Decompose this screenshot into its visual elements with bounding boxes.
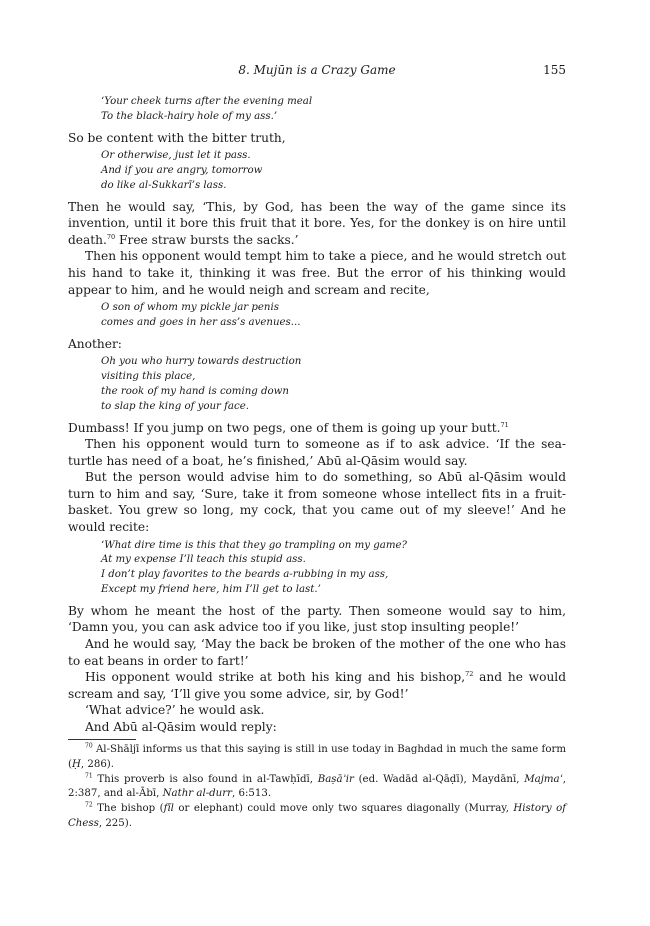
footnote-number: 71 [85,772,93,780]
paragraph: Another: [68,336,122,351]
footnote-number: 72 [85,801,93,809]
main-text [68,95,566,736]
verse-line: ‘Your cheek turns after the evening meal [101,96,313,107]
footnote-number: 70 [85,742,93,750]
page-number: 155 [543,63,566,77]
paragraph: Then his opponent would turn to someone as if to ask advice. ‘If the sea-turtle has need of a boat, he’s finished,’ Abū al-Qāsim would say. [68,437,566,468]
paragraph-text: Then he would say, ‘This, by God, has been the way of the game since its invention, until it bore this fruit that it bore. Yes, for the donkey is on hire until death. [68,199,566,247]
verse-block [101,95,566,125]
footnotes [68,743,566,832]
paragraph: ‘What advice?’ he would ask. [85,703,265,718]
verse-line: O son of whom my pickle jar penis [101,302,279,314]
verse-line: At my expense I’ll teach this stupid ass. [101,554,306,566]
footnote-citation: fīl [163,803,174,815]
footnote-text: The bishop ( [97,803,164,815]
paragraph-text: His opponent would strike at both his king and his bishop, [85,670,466,685]
footnote-ref[interactable]: 71 [500,420,509,429]
verse-line: to slap the king of your face. [101,400,249,412]
footnote-text: or elephant) could move only two squares diagonally (Murray, [173,803,514,815]
paragraph [68,420,566,437]
verse-block [101,301,566,331]
verse-line: the rook of my hand is coming down [101,385,289,397]
verse-block [101,539,566,598]
footnote-citation: Baṣāʾir [317,773,354,785]
paragraph-text: Free straw bursts the sacks.’ [115,232,299,247]
verse-line: Except my friend here, him I’ll get to last.’ [101,584,321,596]
footnote-text: This proverb is also found in al-Tawḥīdī, [97,773,318,785]
paragraph [68,669,566,702]
footnote-citation: Ḥ [71,758,81,770]
running-head [68,63,566,81]
verse-line: ‘What dire time is this that they go trampling on my game? [101,539,407,551]
verse-block [101,149,566,193]
paragraph: And Abū al-Qāsim would reply: [85,720,277,735]
verse-block [101,355,566,414]
footnote-citation: Majmaʿ [524,773,563,785]
verse-line: Oh you who hurry towards destruction [101,356,302,368]
verse-line: I don’t play favorites to the beards a-rubbing in my ass, [101,569,389,581]
paragraph: Then his opponent would tempt him to take a piece, and he would stretch out his hand to take it, thinking it was free. But the error of his thinking would appear to him, and he would neigh and scream and recite, [68,249,566,297]
verse-line: Or otherwise, just let it pass. [101,150,251,162]
paragraph [68,199,566,249]
footnote-text: , 2:387, and al-Ābī, [68,773,566,800]
verse-line: To the black-hairy hole of my ass.’ [101,110,278,122]
footnote-71 [68,773,566,803]
paragraph: But the person would advise him to do something, so Abū al-Qāsim would turn to him and say, ‘Sure, take it from someone whose intellect fits in a fruit-basket. You grew so long, my cock, that you came out of my sleeve!’ And he would recite: [68,470,566,535]
footnote-divider [68,739,136,740]
footnote-text: , 286). [80,758,115,770]
footnote-text: Al-Shāljī informs us that this saying is still in use today in Baghdad in much the same form ( [68,744,566,770]
verse-line: comes and goes in her ass’s avenues... [101,316,301,328]
footnote-text: , 225). [98,817,132,829]
chapter-title: 8. Mujūn is a Crazy Game [238,63,396,77]
verse-line: visiting this place, [101,371,196,383]
footnote-70 [68,743,566,773]
footnote-ref[interactable]: 70 [106,232,116,241]
paragraph: By whom he meant the host of the party. Then someone would say to him, ‘Damn you, you can ask advice too if you like, just stop insulting people!’ [68,603,566,635]
verse-line: And if you are angry, tomorrow [101,164,263,176]
footnote-ref[interactable]: 72 [465,670,474,679]
footnote-citation: History of Chess [68,803,566,829]
footnote-text: (ed. Wadād al-Qāḍī), Maydānī, [353,773,525,785]
footnote-text: , 6:513. [231,788,272,800]
footnote-citation: Nathr al-durr [162,788,232,800]
paragraph: So be content with the bitter truth, [68,130,286,145]
paragraph-text: Dumbass! If you jump on two pegs, one of them is going up your butt. [68,420,501,435]
verse-line: do like al-Sukkarī’s lass. [101,179,227,191]
paragraph-text: and he would scream and say, ‘I’ll give you some advice, sir, by God!’ [68,670,567,701]
paragraph: And he would say, ‘May the back be broken of the mother of the one who has to eat beans in order to fart!’ [68,637,566,668]
footnote-72 [68,802,566,832]
